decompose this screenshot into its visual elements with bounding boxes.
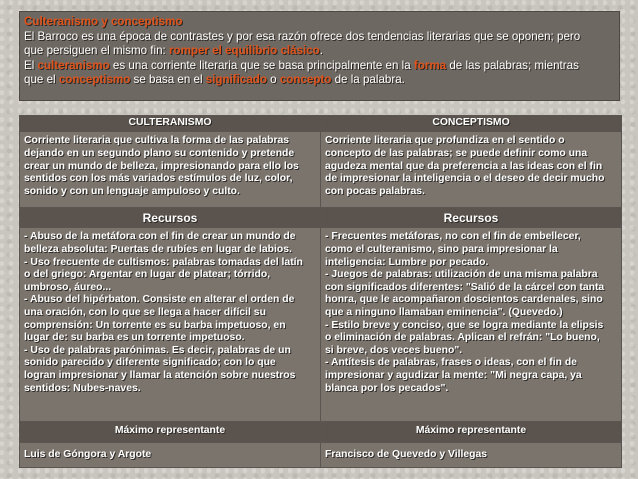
intro-line-3: El culteranismo es una corriente literaria que se basa principalmente en la forma de las palabras; mientras: [24, 58, 579, 72]
text-line: inteligencia: Lumbre por pecado.: [325, 256, 489, 268]
text-line: sentidos: Nubes-naves.: [24, 382, 141, 394]
text-line: - Uso de palabras parónimas. Es decir, palabras de un: [24, 344, 291, 356]
header-conceptismo: CONCEPTISMO: [321, 116, 622, 132]
intro-line-2: que persiguen el mismo fin: romper el equilibrio clásico.: [24, 44, 323, 58]
text-line: comprensión: Un torrente es su barba impetuoso, en: [24, 319, 286, 331]
text-line: - Juegos de palabras: utilización de una misma palabra: [325, 269, 598, 281]
text-line: - Antítesis de palabras, frases o ideas, con el fin de: [325, 357, 577, 369]
text-line: de impresionar la inteligencia o el deseo de decir mucho: [325, 173, 605, 185]
text-line: - Frecuentes metáforas, no con el fin de embellecer,: [325, 231, 581, 243]
text-line: con pocas palabras.: [325, 185, 425, 197]
text-line: como el culteranismo, sino para impresionar la: [325, 244, 558, 256]
text-line: - Estilo breve y conciso, que se logra mediante la elipsis: [325, 319, 604, 331]
highlight-text: romper el equilibrio clásico: [169, 44, 320, 58]
text-line: que a ninguno llamaban eminencia". (Quevedo.): [325, 307, 563, 319]
text-line: - Abuso de la metáfora con el fin de crear un mundo de: [24, 231, 296, 243]
text-line: - Uso frecuente de cultismos: palabras tomadas del latín: [24, 256, 303, 268]
recursos-culteranismo: [20, 228, 321, 421]
highlight-text: concepto: [279, 73, 332, 87]
text-line: lugar de: su barba es un torrente impetuoso.: [24, 332, 245, 344]
representante-culteranismo: Luis de Góngora y Argote: [20, 442, 321, 467]
representante-conceptismo: Francisco de Quevedo y Villegas: [321, 442, 622, 467]
representante-header-conceptismo: Máximo representante: [321, 421, 622, 442]
text-line: crear un mundo de belleza, impresionando para ello los: [24, 160, 299, 172]
text-line: logran impresionar y llamar la atención sobre nuestros: [24, 370, 296, 381]
text-line: dejando en un segundo plano su contenido y pretende: [24, 148, 295, 160]
text-line: sonido y con un lenguaje ampuloso y culto.: [24, 185, 240, 197]
representante-header-culteranismo: Máximo representante: [20, 421, 321, 442]
text-line: sonido parecido y diferente significado; con lo que: [24, 357, 276, 369]
text-line: agudeza mental que da preferencia a las ideas con el fin: [325, 160, 603, 172]
intro-line-1: El Barroco es una época de contrastes y por esa razón ofrece dos tendencias literarias que se oponen; pero: [24, 29, 581, 43]
header-culteranismo: CULTERANISMO: [20, 116, 321, 132]
recursos-header-culteranismo: Recursos: [20, 208, 321, 228]
text-line: Corriente literaria que profundiza en el sentido o: [325, 135, 565, 147]
text-line: honra, que le acompañaron doscientos cardenales, sino: [325, 294, 603, 306]
text-line: concepto de las palabras; se puede definir como una: [325, 148, 588, 160]
text-line: con significados diferentes: "Salió de la cárcel con tanta: [325, 281, 605, 293]
highlight-text: conceptismo: [58, 73, 131, 87]
recursos-header-conceptismo: Recursos: [321, 208, 622, 228]
text-line: umbroso, áureo...: [24, 281, 112, 293]
intro-box: [19, 11, 620, 101]
definition-conceptismo: [321, 132, 622, 208]
intro-title: Culteranismo y conceptismo: [24, 15, 183, 28]
text-line: blanca por los pecados".: [325, 382, 449, 394]
text-line: si breve, dos veces bueno".: [325, 344, 463, 356]
intro-line-4: que el conceptismo se basa en el significado o concepto de la palabra.: [24, 73, 405, 87]
highlight-text: forma: [413, 58, 447, 72]
text-line: impresionar y agudizar la mente: "Mi negra capa, ya: [325, 370, 582, 381]
recursos-conceptismo: [321, 228, 622, 421]
text-line: sentidos con los más variados estímulos de luz, color,: [24, 173, 293, 185]
text-line: - Abuso del hipérbaton. Consiste en alterar el orden de: [24, 294, 295, 306]
text-line: o eliminación de palabras. Aplican el refrán: "Lo bueno,: [325, 332, 600, 344]
highlight-text: culteranismo: [37, 58, 110, 72]
comparison-table: [19, 115, 622, 468]
text-line: belleza absoluta: Puertas de rubíes en lugar de labios.: [24, 244, 292, 256]
text-line: o del griego: Argentar en lugar de platear; tórrido,: [24, 269, 271, 281]
highlight-text: significado: [205, 73, 267, 87]
text-line: Corriente literaria que cultiva la forma de las palabras: [24, 135, 290, 147]
definition-culteranismo: [20, 132, 321, 208]
text-line: una oración, con lo que se llega a hacer difícil su: [24, 307, 266, 319]
